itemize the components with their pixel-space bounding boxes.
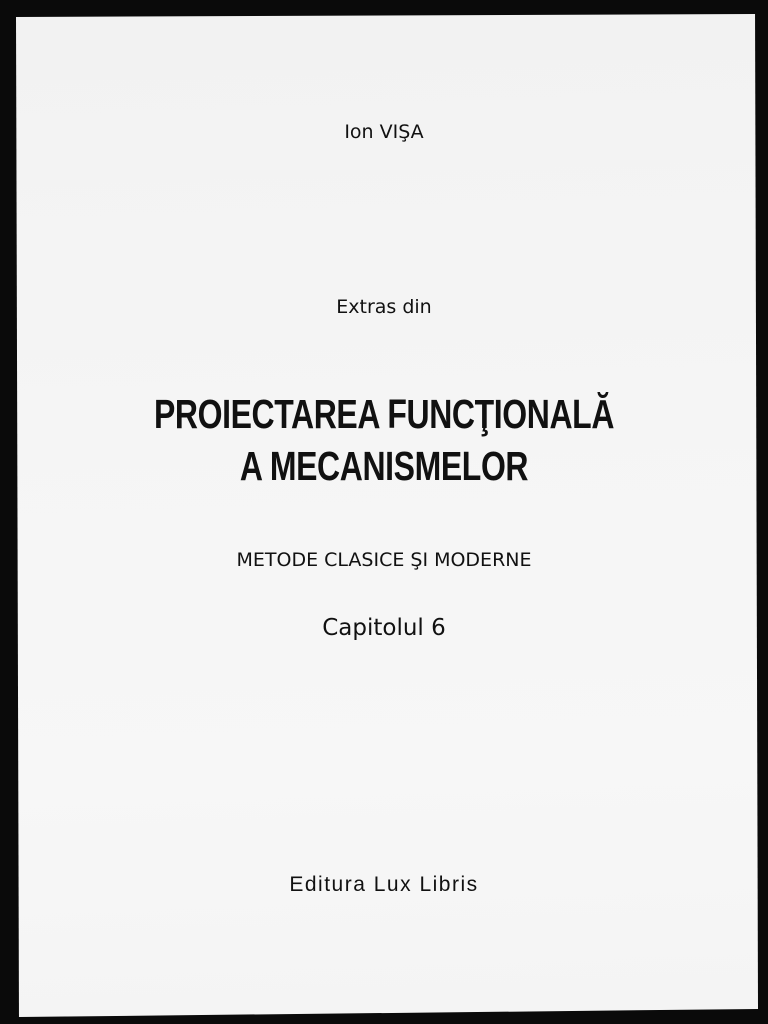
- book-title-line-1: PROIECTAREA FUNCŢIONALĂ: [153, 391, 615, 437]
- book-title: [84, 388, 683, 492]
- paper-sheet: [16, 14, 758, 1017]
- book-title-line-2: A MECANISMELOR: [239, 443, 529, 489]
- publisher-name: Editura Lux Libris: [289, 873, 479, 896]
- author-name: Ion VIŞA: [344, 121, 424, 143]
- book-subtitle: METODE CLASICE ŞI MODERNE: [236, 549, 532, 571]
- chapter-label: Capitolul 6: [322, 615, 446, 641]
- extract-intro: Extras din: [336, 296, 432, 318]
